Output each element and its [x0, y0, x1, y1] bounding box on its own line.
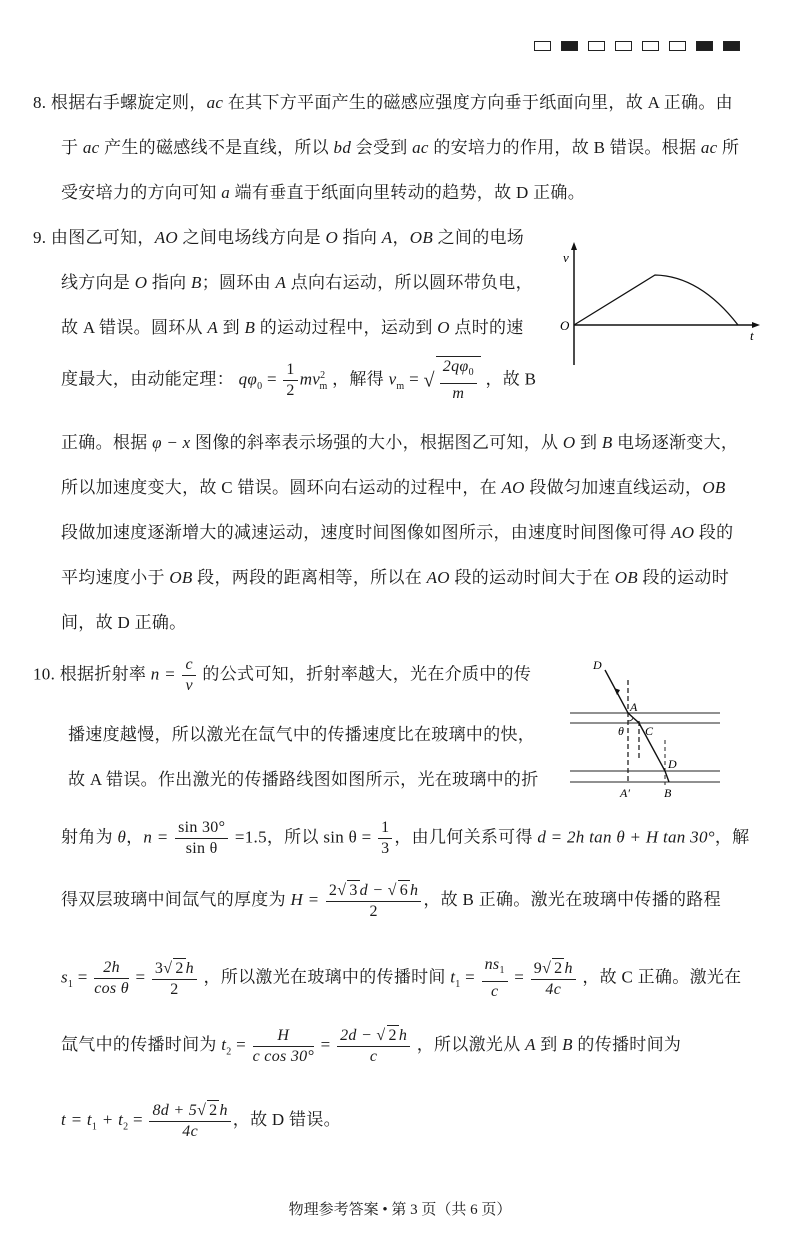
text: 点时的速 [449, 318, 524, 337]
den: c [369, 1048, 378, 1065]
var: bd [333, 138, 352, 157]
num: 9√ 2 h [531, 958, 576, 980]
text [61, 433, 738, 452]
var: ac [412, 138, 429, 157]
label-d: D [593, 658, 602, 672]
text: 段的运动时间大于在 [449, 568, 615, 587]
empty-mark [588, 41, 605, 51]
q9-line-6 [61, 473, 726, 498]
sqrt: 2 [175, 959, 184, 977]
num: h [564, 959, 573, 977]
num: c [182, 655, 195, 676]
text: 受安培力的方向可知 [61, 183, 222, 202]
text: 的安培力的作用，故 B 错误。根据 [428, 138, 701, 157]
num: h [219, 1102, 228, 1119]
text: 根据右手螺旋定则， [50, 93, 207, 112]
eq: n = [150, 664, 176, 684]
empty-mark [615, 41, 632, 51]
sqrt: 2 [554, 959, 563, 977]
fraction [182, 655, 195, 696]
num: H [253, 1026, 315, 1047]
eq: = [460, 967, 476, 987]
text: 之间电场线方向是 [178, 228, 326, 247]
text: 线方向是 [61, 273, 135, 292]
num: 1 [283, 360, 297, 381]
eq: H = [290, 889, 320, 909]
sub: 0 [257, 380, 263, 392]
q9-line-7 [61, 518, 733, 543]
text: 段做匀加速直线运动， [524, 478, 703, 497]
label-a: A [630, 700, 638, 714]
text: 由图乙可知， [50, 228, 155, 247]
fraction [531, 958, 576, 1000]
sub: 1 [67, 978, 74, 990]
var: AO [501, 478, 525, 497]
var: B [191, 273, 202, 292]
fraction [149, 1100, 230, 1142]
var: ac [82, 138, 100, 157]
eq: = [509, 967, 525, 987]
text: ，故 D 错误。 [232, 1109, 341, 1129]
q10-line-4 [61, 818, 749, 859]
num: h [185, 959, 194, 977]
text: 故 A 错误。圆环从 [61, 318, 208, 337]
var: A [525, 1034, 536, 1054]
text: 段做加速度逐渐增大的减速运动，速度时间图像如图所示，由速度时间图像可得 [61, 523, 672, 542]
text [61, 318, 524, 337]
var: AO [154, 228, 178, 247]
sqrt [436, 356, 481, 404]
var: A [207, 318, 219, 337]
text [61, 568, 729, 587]
sub: 1 [455, 978, 461, 990]
eq: d = 2h tan θ + H tan 30° [537, 827, 715, 847]
text: ，解得 [332, 369, 389, 389]
eq: = [231, 1034, 247, 1054]
num: 8d + 5√ 2 h [149, 1100, 230, 1122]
q9-line-5 [61, 428, 738, 453]
text: 指向 [147, 273, 192, 292]
var: ac [700, 138, 718, 157]
filled-mark [696, 41, 713, 51]
var: AO [426, 568, 450, 587]
empty-mark [642, 41, 659, 51]
den: 3 [381, 840, 390, 857]
q10-line-2 [68, 720, 535, 745]
num: 3 [154, 959, 164, 977]
text: ；圆环由 [201, 273, 276, 292]
page-footer: 物理参考答案 • 第 3 页（共 6 页） [288, 1202, 512, 1218]
x-label: t [750, 328, 754, 343]
var: O [325, 228, 339, 247]
eq: = [73, 967, 88, 987]
sub: 2 [226, 1046, 232, 1058]
text: 正确。根据 [61, 433, 153, 452]
text: 根据折射率 [59, 664, 151, 684]
text: 播速度越慢，所以激光在氙气中的传播速度比在玻璃中的快， [68, 725, 536, 744]
text: ，解 [714, 827, 750, 847]
eq: = [130, 967, 146, 987]
text [61, 523, 733, 542]
fraction [152, 958, 197, 1000]
sub: m [319, 380, 328, 392]
text: 平均速度小于 [61, 568, 170, 587]
light-ray [605, 670, 669, 782]
num: 2d − √ 2 h [337, 1025, 410, 1047]
empty-mark [534, 41, 551, 51]
q9-line-3 [61, 313, 524, 338]
text: 段的运动时 [637, 568, 730, 587]
q10-line-7 [61, 1025, 681, 1067]
num: 2qφ [442, 358, 469, 375]
text: 故 A 错误。作出激光的传播路线图如图所示，光在玻璃中的折 [68, 770, 539, 789]
num: sin 30° [175, 818, 228, 839]
sqrt: 6 [399, 882, 409, 899]
fraction [482, 955, 508, 1002]
q8-number: 8. [33, 93, 47, 112]
text: 的运动过程中，运动到 [255, 318, 438, 337]
text: 的公式可知，折射率越大，光在介质中的传 [197, 664, 532, 684]
text: 在其下方平面产生的磁感应强度方向垂于纸面向里，故 A 正确。由 [223, 93, 733, 112]
sqrt-sign: √ [423, 369, 435, 392]
var: B [244, 318, 256, 337]
label-b: B [664, 786, 672, 800]
q9-line-1 [33, 223, 524, 248]
var: A [381, 228, 393, 247]
text: 所 [717, 138, 740, 157]
ray-arrow [614, 688, 620, 695]
q9-number: 9. [33, 228, 47, 247]
fraction [94, 958, 129, 999]
var: O [562, 433, 576, 452]
fraction [440, 357, 477, 404]
refraction-diagram [565, 655, 725, 805]
var: O [134, 273, 148, 292]
sub: 1 [91, 1121, 98, 1133]
var: B [562, 1034, 573, 1054]
q9-line-8 [61, 563, 729, 588]
text: ，所以 sin θ = [266, 827, 372, 847]
fraction [175, 818, 228, 859]
text: 指向 [338, 228, 382, 247]
text: 点向右运动，所以圆环带负电， [286, 273, 533, 292]
num [482, 955, 508, 982]
eq: v [388, 369, 397, 389]
label-theta: θ [618, 724, 624, 738]
text: 的传播时间为 [572, 1034, 682, 1054]
text: ， [392, 228, 410, 247]
text [61, 273, 533, 292]
var: AO [671, 523, 695, 542]
var: OB [409, 228, 434, 247]
q9-line-9 [61, 608, 186, 633]
y-label: v [563, 250, 569, 265]
den: 2 [170, 980, 179, 998]
num: 2h [94, 958, 129, 979]
text: 段，两段的距离相等，所以在 [192, 568, 427, 587]
var: A [275, 273, 287, 292]
text: 电场逐渐变大， [612, 433, 739, 452]
num: 8d + 5 [152, 1102, 198, 1119]
num: 2d − [340, 1027, 377, 1044]
text: 端有垂直于纸面向里转动的趋势，故 D 正确。 [230, 183, 585, 202]
num: 3√ 2 h [152, 958, 197, 980]
var: OB [702, 478, 726, 497]
eq: + t [97, 1109, 124, 1129]
q10-line-1 [33, 655, 531, 696]
q10-line-8 [61, 1100, 341, 1142]
y-axis-arrow [571, 242, 577, 250]
eq: =1.5 [230, 827, 267, 847]
eq: s [61, 967, 68, 987]
q10-line-3 [68, 765, 539, 790]
var: θ [117, 827, 127, 847]
text: 到 [575, 433, 602, 452]
filled-mark [561, 41, 578, 51]
fraction [253, 1026, 315, 1067]
sqrt: 2 [388, 1027, 397, 1044]
text: 间，故 D 正确。 [61, 613, 187, 632]
velocity-curve [574, 275, 738, 325]
angle-arc [628, 718, 633, 721]
eq: = [128, 1109, 143, 1129]
den: c [490, 983, 499, 1001]
den: c cos 30° [252, 1047, 315, 1065]
filled-mark [723, 41, 740, 51]
var: OB [169, 568, 193, 587]
fraction [378, 818, 392, 859]
num: h [398, 1027, 408, 1044]
text: 到 [218, 318, 245, 337]
den: sin θ [185, 840, 218, 857]
text: ，故 B 正确。激光在玻璃中传播的路程 [423, 889, 721, 909]
eq: mv [299, 369, 321, 389]
q8-line-1 [33, 88, 733, 113]
num: h [410, 882, 419, 899]
sup: 2 [320, 369, 326, 381]
text: 得双层玻璃中间氙气的厚度为 [61, 889, 291, 909]
eq: n = [143, 827, 169, 847]
label-d2: D [668, 757, 677, 771]
q8-line-3 [61, 178, 585, 203]
num: 2 [328, 882, 338, 899]
q10-line-5 [61, 880, 721, 922]
header-marks [534, 41, 740, 51]
num: ns [484, 956, 500, 973]
label-a-prime: A′ [620, 786, 630, 800]
text: ，故 B [485, 369, 537, 389]
text: ，故 C 正确。激光在 [582, 967, 742, 987]
num: 9 [533, 959, 543, 977]
den: 4c [182, 1123, 198, 1140]
sqrt: 2 [209, 1102, 218, 1119]
eq: qφ [238, 369, 258, 389]
text [51, 228, 524, 247]
text: 段的 [694, 523, 734, 542]
num: 1 [378, 818, 392, 839]
sqrt: 3 [349, 882, 358, 899]
text: 到 [535, 1034, 563, 1054]
var: OB [614, 568, 638, 587]
q10-number: 10. [33, 664, 56, 684]
text: 于 [61, 138, 83, 157]
sub: m [396, 380, 405, 392]
num [440, 357, 477, 384]
text: ，所以激光在玻璃中的传播时间 [203, 967, 451, 987]
den: 4c [545, 980, 562, 998]
fraction [283, 360, 297, 401]
q9-line-2 [61, 268, 533, 293]
text: 图像的斜率表示场强的大小，根据图乙可知，从 [190, 433, 563, 452]
text: 所以加速度变大，故 C 错误。圆环向右运动的过程中，在 [61, 478, 502, 497]
text: ，所以激光从 [416, 1034, 526, 1054]
text: 产生的磁感线不是直线，所以 [99, 138, 334, 157]
text: 氙气中的传播时间为 [61, 1034, 222, 1054]
q9-line-4 [61, 356, 536, 404]
empty-mark [669, 41, 686, 51]
den: v [185, 677, 193, 694]
eq: t = t [61, 1109, 92, 1129]
var: φ − x [152, 433, 191, 452]
q8-line-2 [61, 133, 739, 158]
text: 会受到 [351, 138, 413, 157]
den: cos θ [94, 980, 129, 998]
label-c: C [645, 724, 654, 738]
num: 2√ 3 d − √ 6 h [326, 880, 421, 902]
text: ，由几何关系可得 [394, 827, 538, 847]
var: B [601, 433, 613, 452]
sub: 2 [123, 1121, 129, 1133]
den: 2 [369, 903, 378, 920]
num: d − [359, 882, 388, 899]
fraction [326, 880, 421, 922]
text: ， [126, 827, 144, 847]
eq: t [221, 1034, 227, 1054]
sub: 0 [468, 367, 474, 379]
text: 度最大，由动能定理： [61, 369, 234, 389]
origin-label: O [560, 318, 570, 333]
eq: = [404, 369, 419, 389]
eq: = [316, 1034, 331, 1054]
var: ac [206, 93, 224, 112]
eq: t [450, 967, 456, 987]
fraction [337, 1025, 410, 1067]
text [61, 478, 726, 497]
text: 之间的电场 [433, 228, 525, 247]
den: m [452, 385, 465, 403]
q10-line-6 [61, 955, 741, 1002]
var: a [221, 183, 231, 202]
velocity-time-graph [560, 240, 770, 370]
sub: 1 [499, 965, 505, 977]
var: O [437, 318, 450, 337]
den: 2 [286, 382, 295, 400]
eq: = [262, 369, 277, 389]
text: 射角为 [61, 827, 118, 847]
